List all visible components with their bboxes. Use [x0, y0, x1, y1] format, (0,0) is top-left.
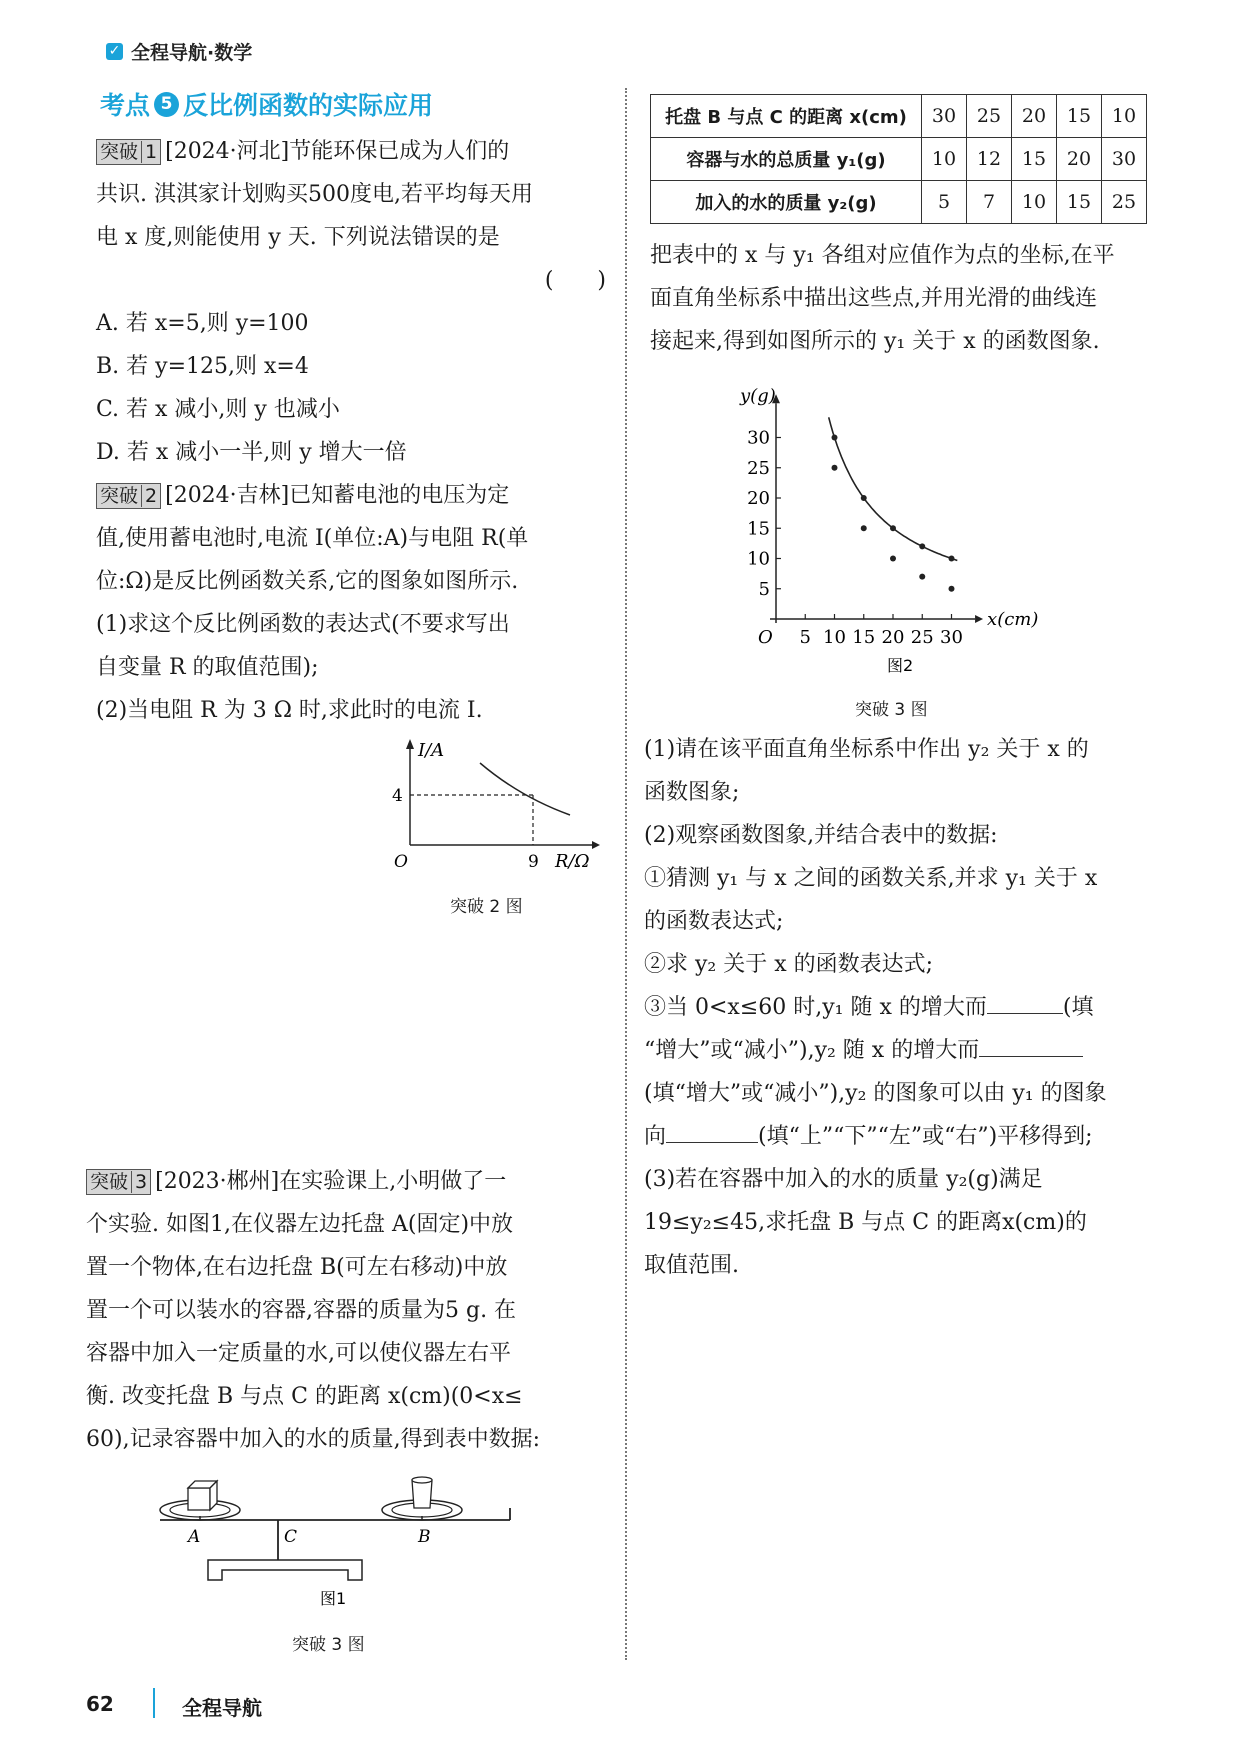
- y2-point: [861, 525, 867, 531]
- x-axis-arrow: [975, 615, 983, 623]
- data-table: [650, 94, 1147, 224]
- chart-ticks: [747, 428, 963, 649]
- y1-point: [919, 543, 925, 549]
- x-tick-label: 5: [799, 627, 811, 648]
- chart-points: [832, 435, 955, 592]
- y-axis-label: I/A: [418, 740, 445, 761]
- option-a: A. 若 x=5,则 y=100: [96, 311, 309, 336]
- header-title: 全程导航·数学: [131, 41, 253, 64]
- figure-1-label: 图1: [320, 1589, 347, 1608]
- option-c: C. 若 x 减小,则 y 也减小: [96, 397, 340, 422]
- x-tick: 9: [528, 852, 539, 872]
- x-axis-label: R/Ω: [555, 851, 590, 872]
- table-row: 容器与水的总质量 y₁(g) 10 12 15 20 30: [651, 138, 1147, 181]
- y-tick: 4: [392, 786, 403, 806]
- chart-curve: [829, 417, 958, 560]
- y-tick-label: 5: [758, 578, 770, 600]
- y1-point: [949, 556, 955, 562]
- footer-divider: [153, 1688, 155, 1718]
- answer-paren: ( ): [544, 268, 606, 293]
- y2-point: [949, 586, 955, 592]
- origin-label: O: [394, 852, 408, 872]
- problem-3-caption-right: 突破 3 图: [855, 700, 928, 720]
- table-row: 加入的水的质量 y₂(g) 5 7 10 15 25: [651, 181, 1147, 224]
- x-tick-label: 10: [823, 627, 846, 648]
- y-tick-label: 20: [747, 488, 770, 509]
- answer-blank[interactable]: [979, 1032, 1083, 1057]
- check-icon: ✓: [106, 43, 123, 60]
- x-tick-label: 25: [910, 627, 934, 648]
- option-d: D. 若 x 减小一半,则 y 增大一倍: [96, 440, 407, 465]
- y-tick-label: 15: [747, 518, 770, 540]
- problem-2-graph: [380, 735, 600, 875]
- x-tick-label: 30: [940, 627, 963, 648]
- table-row: 托盘 B 与点 C 的距离 x(cm) 30 25 20 15 10: [651, 95, 1147, 138]
- figure-2-label: 图2: [887, 656, 914, 675]
- y-tick-label: 10: [747, 548, 770, 570]
- section-number: 5: [154, 92, 179, 117]
- y1-point: [861, 495, 867, 501]
- y-axis-label: y(g): [740, 385, 776, 407]
- x-axis-label: x(cm): [987, 609, 1039, 630]
- label-b: B: [418, 1527, 431, 1547]
- y-tick-label: 25: [747, 457, 770, 479]
- problem-badge: 突破 3: [86, 1169, 151, 1195]
- questions: (1)请在该平面直角坐标系中作出 y₂ 关于 x 的 函数图象; (2)观察函数图象,并结合表中的数据: ①猜测 y₁ 与 x 之间的函数关系,并求 y₁ 关于 x 的函数表达式; ②求 y₂ 关于 x 的函数表达式; ③当 0<x≤60 时,y₁ 随 x 的增大而 (填 “增大”或“减小”),y₂ 随 x 的增大而 (填“增大”或“减小”),y₂ 的图象可以由 y₁ 的图象 向 (填“上”“下”“左”或“右”)平移得到; (3)若在容器中加入的水的质量 y₂(g)满足 19≤y₂≤45,求托盘 B 与点 C 的距离x(cm)的 取值范围.: [644, 737, 1107, 1278]
- problem-badge: 突破 1: [96, 139, 161, 165]
- balance-figure: [150, 1470, 520, 1610]
- option-b: B. 若 y=125,则 x=4: [96, 354, 309, 379]
- answer-blank[interactable]: [666, 1118, 758, 1143]
- problem-badge: 突破 2: [96, 483, 161, 509]
- page-header: [106, 36, 252, 66]
- footer-title: 全程导航: [182, 1696, 262, 1720]
- problem-3: 突破 3 [2023·郴州]在实验课上,小明做了一 个实验. 如图1,在仪器左边托盘 A(固定)中放 置一个物体,在右边托盘 B(可左右移动)中放 置一个可以装水的容器,容器的质量为5 g. 在 容器中加入一定质量的水,可以使仪器左右平 衡. 改变托盘 B 与点 C 的距离 x(cm)(0<x≤ 60),记录容器中加入的水的质量,得到表中数据:: [86, 1169, 540, 1452]
- data-table-wrap: [650, 94, 1147, 224]
- y2-point: [890, 556, 896, 562]
- y1-x-chart: [730, 372, 1060, 677]
- section-title: 考点 5 反比例函数的实际应用: [100, 91, 434, 120]
- label-a: A: [188, 1527, 201, 1547]
- answer-blank[interactable]: [987, 989, 1063, 1014]
- y2-point: [919, 574, 925, 580]
- column-separator: [625, 88, 627, 1660]
- y1-curve: [829, 417, 958, 560]
- origin-label: O: [758, 627, 773, 648]
- y2-point: [832, 465, 838, 471]
- y1-point: [890, 525, 896, 531]
- x-tick-label: 20: [881, 627, 905, 648]
- problem-1: 突破 1 [2024·河北]节能环保已成为人们的 共识. 淇淇家计划购买500度电,若平均每天用 电 x 度,则能使用 y 天. 下列说法错误的是 ( ) A. 若 x=5,则 y=100 B. 若 y=125,则 x=4 C. 若 x 减小,则 y 也减小 D. 若 x 减小一半,则 y 增大一倍: [96, 130, 606, 474]
- problem-2: 突破 2 [2024·吉林]已知蓄电池的电压为定 值,使用蓄电池时,电流 I(单位:A)与电阻 R(单 位:Ω)是反比例函数关系,它的图象如图所示. (1)求这个反比例函数的表达式(不要求写出 自变量 R 的取值范围); (2)当电阻 R 为 3 Ω 时,求此时的电流 I.: [96, 483, 529, 723]
- intro-text: 把表中的 x 与 y₁ 各组对应值作为点的坐标,在平 面直角坐标系中描出这些点,并用光滑的曲线连 接起来,得到如图所示的 y₁ 关于 x 的函数图象.: [650, 243, 1115, 354]
- x-tick-label: 15: [852, 627, 876, 648]
- label-c: C: [284, 1527, 298, 1547]
- page-number: 62: [86, 1692, 114, 1716]
- y-tick-label: 30: [747, 427, 770, 449]
- problem-2-caption: 突破 2 图: [450, 897, 523, 917]
- problem-3-caption-left: 突破 3 图: [292, 1635, 365, 1655]
- y1-point: [832, 435, 838, 441]
